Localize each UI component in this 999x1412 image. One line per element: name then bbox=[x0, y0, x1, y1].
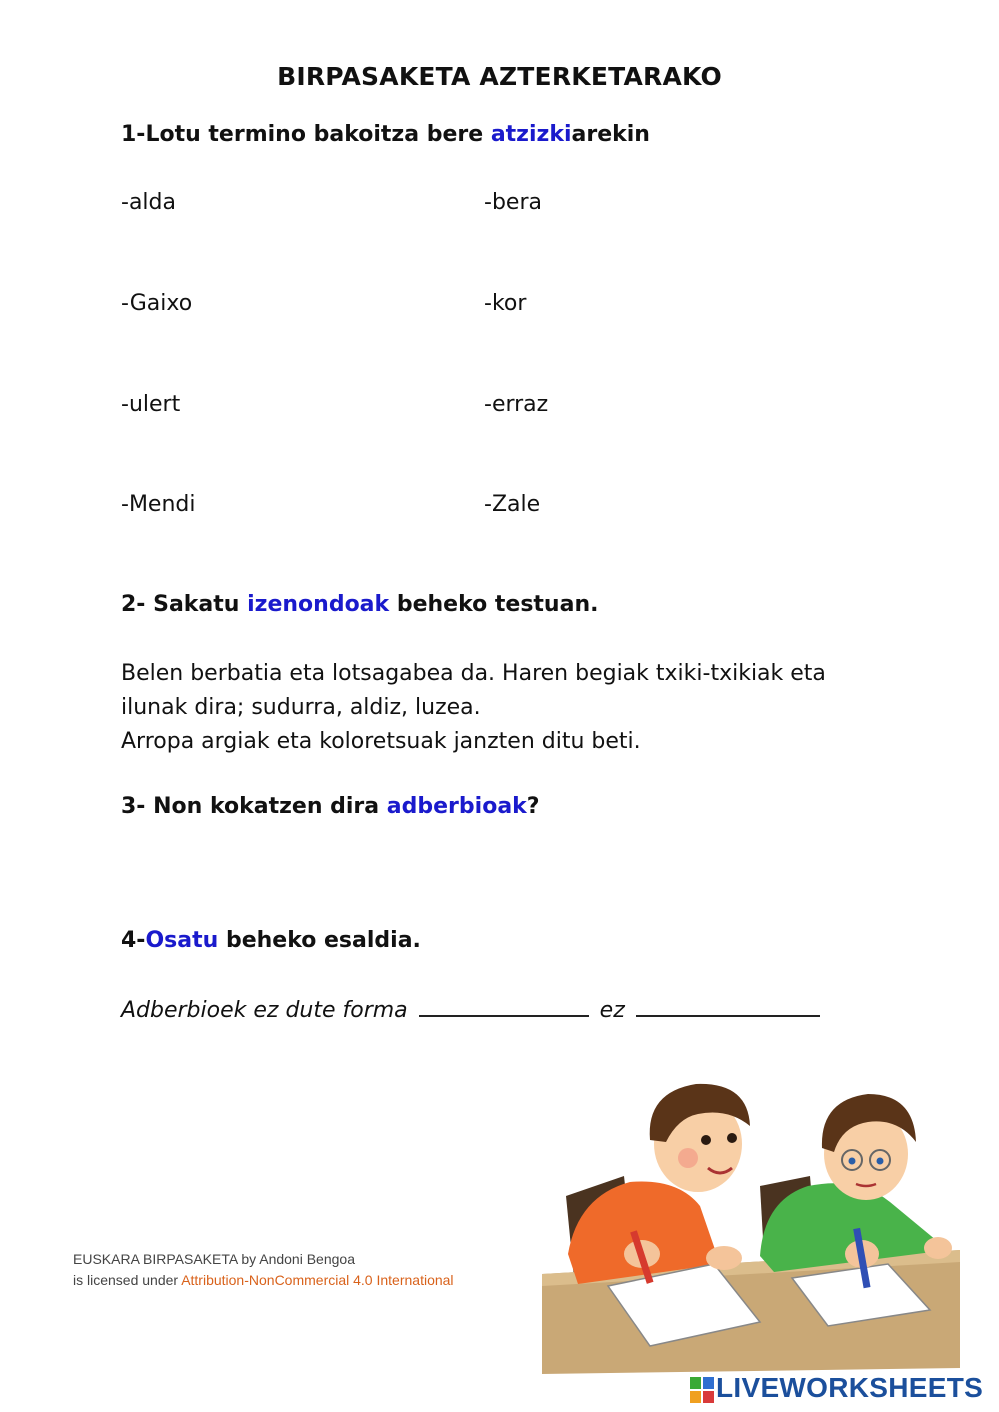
students-illustration bbox=[538, 1078, 962, 1374]
logo-blocks-icon bbox=[690, 1377, 714, 1403]
question-1-heading bbox=[121, 122, 650, 147]
question-2-keyword: izenondoak bbox=[247, 592, 390, 617]
sentence-middle: ez bbox=[599, 998, 625, 1023]
blank-input-1[interactable] bbox=[419, 995, 589, 1017]
text-line[interactable]: Arropa argiak eta koloretsuak janzten ditu beti. bbox=[121, 729, 641, 754]
text-line[interactable]: Belen berbatia eta lotsagabea da. Haren begiak txiki-txikiak eta bbox=[121, 661, 826, 686]
license-notice bbox=[73, 1249, 454, 1291]
right-term[interactable]: -erraz bbox=[484, 392, 549, 417]
fill-in-sentence bbox=[121, 995, 824, 1023]
left-term[interactable]: -Mendi bbox=[121, 492, 196, 517]
question-4-prefix: 4- bbox=[121, 928, 146, 953]
question-2-prefix: 2- Sakatu bbox=[121, 592, 248, 617]
question-3-keyword: adberbioak bbox=[386, 794, 527, 819]
blank-input-2[interactable] bbox=[636, 995, 820, 1017]
question-2-text[interactable] bbox=[121, 657, 826, 759]
question-1-suffix: arekin bbox=[571, 122, 650, 147]
boy-left-cheek bbox=[678, 1148, 698, 1168]
question-2-suffix: beheko testuan. bbox=[389, 592, 599, 617]
question-4-heading bbox=[121, 928, 421, 953]
left-term[interactable]: -alda bbox=[121, 190, 176, 215]
license-line-2 bbox=[73, 1270, 454, 1291]
question-3-prefix: 3- Non kokatzen dira bbox=[121, 794, 387, 819]
question-3-heading bbox=[121, 794, 540, 819]
question-4-suffix: beheko esaldia. bbox=[218, 928, 421, 953]
license-link[interactable]: Attribution-NonCommercial 4.0 International bbox=[181, 1272, 454, 1288]
left-term[interactable]: -ulert bbox=[121, 392, 181, 417]
left-term[interactable]: -Gaixo bbox=[121, 291, 193, 316]
text-line[interactable]: ilunak dira; sudurra, aldiz, luzea. bbox=[121, 695, 481, 720]
license-prefix: is licensed under bbox=[73, 1272, 182, 1288]
sentence-start: Adberbioek ez dute forma bbox=[121, 998, 408, 1023]
logo-text: LIVEWORKSHEETS bbox=[716, 1372, 984, 1403]
question-4-keyword: Osatu bbox=[145, 928, 219, 953]
license-line-1: EUSKARA BIRPASAKETA by Andoni Bengoa bbox=[73, 1251, 355, 1267]
question-1-prefix: 1-Lotu termino bakoitza bere bbox=[121, 122, 491, 147]
hand-left-2 bbox=[706, 1246, 742, 1270]
right-term[interactable]: -kor bbox=[484, 291, 527, 316]
question-3-suffix: ? bbox=[526, 794, 540, 819]
boy-left-eye bbox=[727, 1133, 737, 1143]
question-2-heading bbox=[121, 592, 598, 617]
right-term[interactable]: -Zale bbox=[484, 492, 541, 517]
boy-right-eye bbox=[877, 1158, 884, 1165]
page-title: BIRPASAKETA AZTERKETARAKO bbox=[277, 62, 722, 91]
right-term[interactable]: -bera bbox=[484, 190, 542, 215]
boy-right-eye bbox=[849, 1158, 856, 1165]
liveworksheets-logo bbox=[690, 1372, 983, 1404]
hand-right-2 bbox=[924, 1237, 952, 1259]
question-1-keyword: atzizki bbox=[490, 122, 572, 147]
boy-left-eye bbox=[701, 1135, 711, 1145]
